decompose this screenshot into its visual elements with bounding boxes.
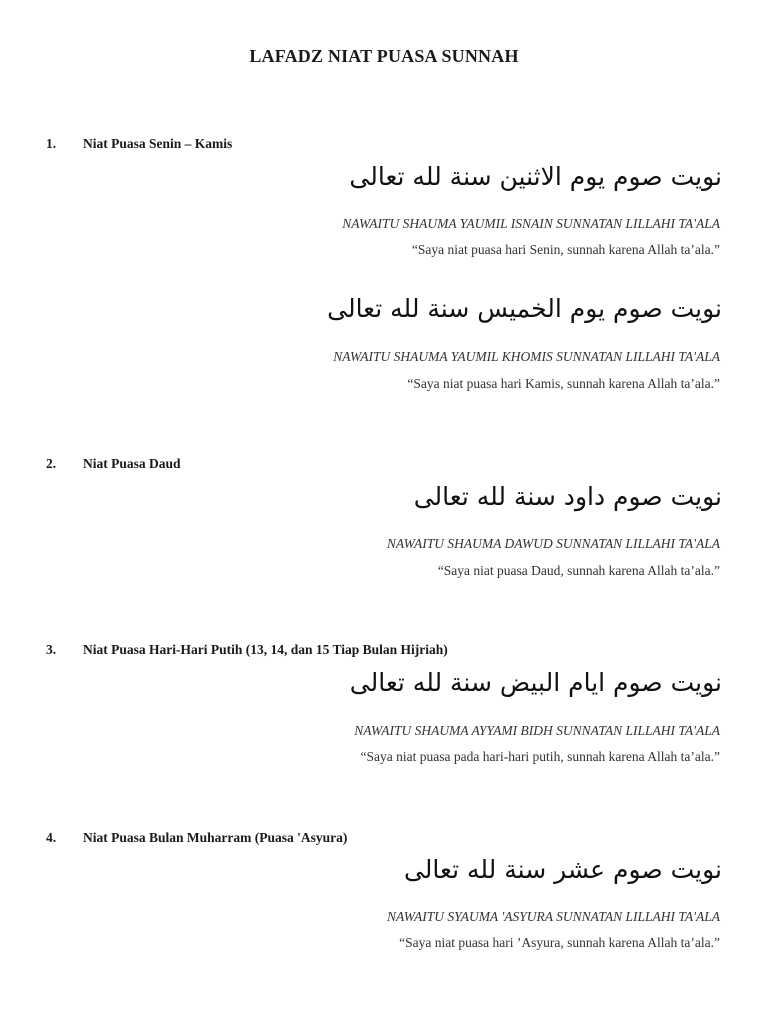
latin-niat-kamis: NAWAITU SHAUMA YAUMIL KHOMIS SUNNATAN LILLAHI TA'ALA <box>333 349 720 364</box>
section-title: Niat Puasa Hari-Hari Putih (13, 14, dan 15 Tiap Bulan Hijriah) <box>83 642 448 657</box>
section-title: Niat Puasa Bulan Muharram (Puasa 'Asyura) <box>83 830 348 845</box>
arabic-niat-daud: نويت صوم داود سنة لله تعالى <box>413 482 722 511</box>
section-number: 3. <box>46 642 57 657</box>
arabic-niat-ayyamul-bidh: نويت صوم ايام البيض سنة لله تعالى <box>349 668 722 697</box>
latin-niat-daud: NAWAITU SHAUMA DAWUD SUNNATAN LILLAHI TA'ALA <box>386 536 720 551</box>
section-heading-hari-putih <box>46 642 448 658</box>
translation-niat-kamis: “Saya niat puasa hari Kamis, sunnah karena Allah ta’ala.” <box>407 376 720 391</box>
section-number: 2. <box>46 456 57 471</box>
arabic-niat-senin: نويت صوم يوم الاثنين سنة لله تعالى <box>349 162 722 191</box>
page-title: LAFADZ NIAT PUASA SUNNAH <box>249 46 519 66</box>
translation-niat-daud: “Saya niat puasa Daud, sunnah karena Allah ta’ala.” <box>437 563 720 578</box>
section-title: Niat Puasa Daud <box>83 456 181 471</box>
section-number: 1. <box>46 136 57 151</box>
arabic-niat-asyura: نويت صوم عشر سنة لله تعالى <box>403 855 722 884</box>
translation-niat-ayyamul-bidh: “Saya niat puasa pada hari-hari putih, sunnah karena Allah ta’ala.” <box>360 749 720 764</box>
latin-niat-asyura: NAWAITU SYAUMA 'ASYURA SUNNATAN LILLAHI TA'ALA <box>386 909 720 924</box>
latin-niat-senin: NAWAITU SHAUMA YAUMIL ISNAIN SUNNATAN LILLAHI TA'ALA <box>342 216 720 231</box>
section-title: Niat Puasa Senin – Kamis <box>83 136 233 151</box>
section-heading-daud <box>46 456 181 472</box>
section-number: 4. <box>46 830 57 845</box>
section-heading-muharram <box>46 830 347 846</box>
section-heading-senin-kamis <box>46 136 232 152</box>
translation-niat-asyura: “Saya niat puasa hari ’Asyura, sunnah karena Allah ta’ala.” <box>399 935 720 950</box>
arabic-niat-kamis: نويت صوم يوم الخميس سنة لله تعالى <box>327 294 722 323</box>
latin-niat-ayyamul-bidh: NAWAITU SHAUMA AYYAMI BIDH SUNNATAN LILLAHI TA'ALA <box>354 723 720 738</box>
translation-niat-senin: “Saya niat puasa hari Senin, sunnah karena Allah ta’ala.” <box>411 242 720 257</box>
